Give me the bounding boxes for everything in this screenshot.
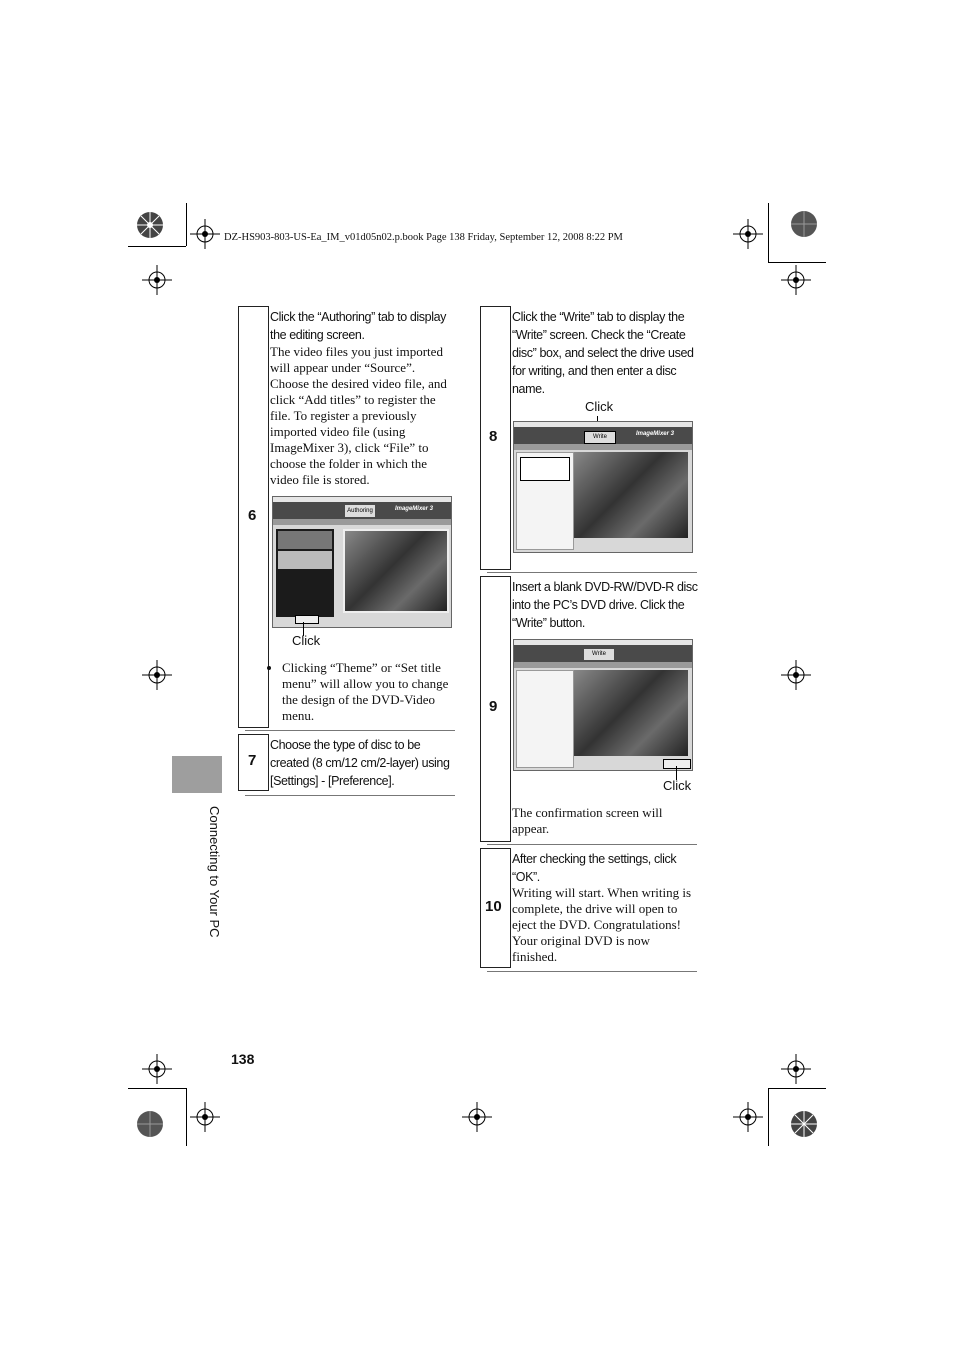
crop-line [768, 1088, 826, 1089]
crop-line [768, 203, 769, 262]
write-tab[interactable]: Write [584, 649, 614, 660]
app-toolbar [514, 422, 692, 444]
registration-mark-top-left [135, 205, 179, 249]
app-brand: ImageMixer 3 [394, 506, 433, 512]
preview-panel [574, 670, 688, 756]
write-tab[interactable]: Write [584, 431, 616, 444]
add-titles-button[interactable] [295, 615, 319, 624]
crosshair-mark [733, 1102, 763, 1136]
step-9-instruction: Insert a blank DVD-RW/DVD-R disc into the PC’s DVD drive. Click the “Write” button. [512, 580, 698, 630]
crop-line [186, 1088, 187, 1146]
app-toolbar [273, 497, 451, 519]
step-9-click-label: Click [663, 778, 692, 793]
preview-panel [574, 452, 688, 538]
registration-mark-bottom-left [135, 1108, 169, 1142]
write-screenshot [513, 421, 693, 553]
step-10-body: Writing will start. When writing is complete, the drive will open to eject the DVD. Congratulations! Your original DVD is now finished. [512, 885, 692, 964]
step-8-instruction: Click the “Write” tab to display the “Write” screen. Check the “Create disc” box, and select the drive used for writing, and then enter a disc name. [512, 310, 694, 396]
step-10-number: 10 [485, 898, 502, 915]
registration-mark-bottom-right [788, 1108, 822, 1142]
crosshair-mark [142, 265, 172, 299]
step-9-body: The confirmation screen will appear. [512, 805, 663, 836]
write-button[interactable] [663, 759, 691, 769]
step-8-number: 8 [489, 428, 498, 445]
step-divider [487, 971, 697, 972]
step-divider [487, 844, 697, 845]
crosshair-mark [142, 660, 172, 694]
crosshair-mark [462, 1102, 492, 1136]
crop-line [128, 1088, 186, 1089]
book-header: DZ-HS903-803-US-Ea_IM_v01d05n02.p.book Page 138 Friday, September 12, 2008 8:22 PM [224, 232, 623, 243]
crosshair-mark [781, 660, 811, 694]
write-settings-panel [516, 670, 574, 768]
crop-line [128, 246, 186, 247]
crop-line [186, 203, 187, 246]
step-6-bullet [270, 660, 456, 724]
crosshair-mark [733, 219, 763, 253]
crosshair-mark [142, 1054, 172, 1088]
chapter-label: Connecting to Your PC [207, 806, 222, 938]
step-6-click-label: Click [292, 633, 321, 648]
crosshair-mark [190, 219, 220, 253]
step-6-instruction: Click the “Authoring” tab to display the editing screen. [270, 310, 446, 342]
app-toolbar [514, 640, 692, 662]
step-8-click-label: Click [585, 399, 614, 414]
step-divider [245, 795, 455, 796]
preview-panel [343, 529, 449, 613]
source-panel [276, 529, 334, 617]
write-settings-panel [516, 452, 574, 550]
step-6-number: 6 [248, 507, 257, 524]
bullet-item: • Clicking “Theme” or “Set title menu” will allow you to change the design of the DVD-Video menu. [282, 660, 456, 724]
crosshair-mark [781, 1054, 811, 1088]
create-disc-box[interactable] [520, 457, 570, 481]
page-number: 138 [231, 1051, 255, 1067]
crop-line [768, 1088, 769, 1146]
step-7-instruction: Choose the type of disc to be created (8 cm/12 cm/2-layer) using [Settings] - [Preference]. [270, 738, 450, 788]
app-brand: ImageMixer 3 [635, 431, 674, 437]
step-7-number: 7 [248, 752, 257, 769]
step-divider [487, 572, 697, 573]
chapter-tab [172, 756, 222, 793]
registration-mark-top-right [788, 208, 822, 242]
crosshair-mark [781, 265, 811, 299]
crosshair-mark [190, 1102, 220, 1136]
step-10-instruction: After checking the settings, click “OK”. [512, 852, 677, 884]
step-divider [245, 730, 455, 731]
write-screenshot-2 [513, 639, 693, 771]
step-9-number: 9 [489, 698, 498, 715]
authoring-tab[interactable]: Authoring [345, 505, 375, 517]
step-6-body: The video files you just imported will appear under “Source”. Choose the desired video file, and click “Add titles” to register the file. To register a previously imported video file (using ImageMixer 3), click “File” to choose the folder in which the video file is stored. [270, 344, 447, 487]
crop-line [768, 262, 826, 263]
authoring-screenshot [272, 496, 452, 628]
